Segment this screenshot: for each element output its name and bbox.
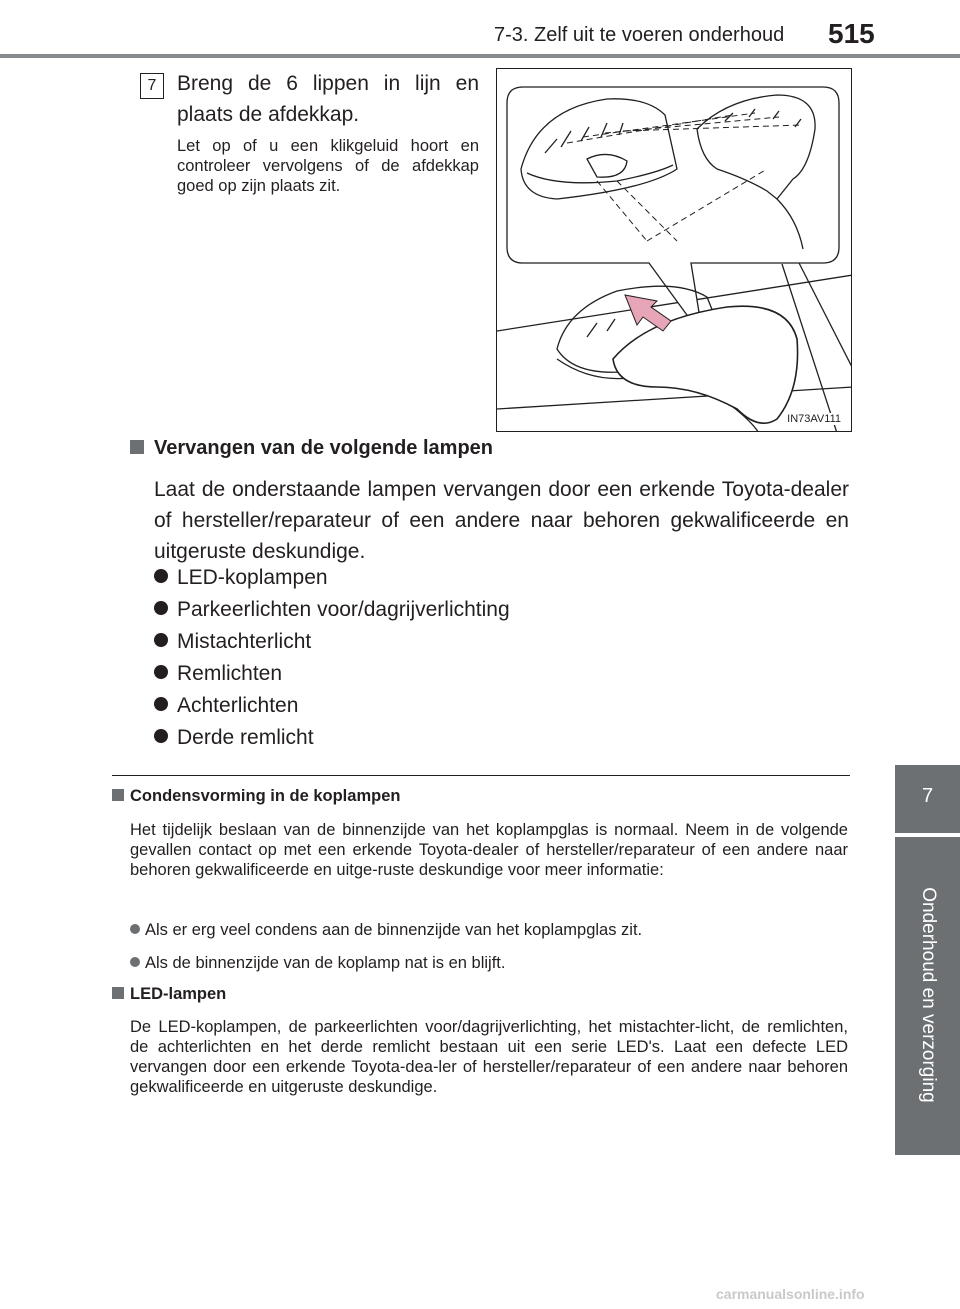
step-number-box: 7: [140, 73, 164, 99]
bullet-dot-icon: [154, 697, 168, 711]
condensation-heading: [112, 787, 400, 806]
condensation-bullet-text: Als de binnenzijde van de koplamp nat is en blijft.: [145, 954, 506, 972]
bullet-dot-icon: [154, 633, 168, 647]
lamp-list: [154, 566, 510, 758]
step-note: Let op of u een klikgeluid hoort en controleer vervolgens of de afdekkap goed op zijn plaats zit.: [177, 137, 479, 195]
list-item-text: Derde remlicht: [177, 726, 314, 749]
list-item-text: LED-koplampen: [177, 566, 328, 589]
figure-code: IN73AV111: [787, 413, 841, 425]
list-item: [154, 726, 510, 758]
list-item: [154, 630, 510, 662]
lamps-heading-text: Vervangen van de volgende lampen: [154, 437, 494, 459]
mirror-line-drawing: [497, 69, 852, 432]
step-instruction: Breng de 6 lippen in lijn en plaats de afdekkap.: [177, 72, 479, 126]
list-item: [154, 662, 510, 694]
section-divider: [112, 775, 850, 776]
chapter-title: Onderhoud en verzorging: [918, 887, 939, 1103]
bullet-dot-icon: [154, 729, 168, 743]
bullet-dot-icon: [154, 569, 168, 583]
led-body: De LED-koplampen, de parkeerlichten voor/dagrijverlichting, het mistachter-licht, de remlichten, de achterlichten en het derde remlicht bestaan uit een serie LED's. Laat een defecte LED vervangen door een erkende Toyota-dea-ler of hersteller/reparateur of een andere naar behoren gekwalificeerde en uitgeruste deskundige.: [130, 1018, 848, 1096]
led-heading: [112, 985, 226, 1004]
condensation-body: Het tijdelijk beslaan van de binnenzijde van het koplampglas is normaal. Neem in de volgende gevallen contact op met een erkende Toyota-dealer of hersteller/reparateur of een andere naar behoren gekwalificeerde en uitge-ruste deskundige voor meer informatie:: [130, 821, 848, 879]
square-bullet-icon: [112, 987, 124, 999]
list-item: [154, 694, 510, 726]
install-direction-arrow: [625, 295, 671, 331]
list-item-text: Achterlichten: [177, 694, 299, 717]
bullet-dot-icon: [154, 665, 168, 679]
chapter-number: 7: [921, 785, 934, 807]
list-item-text: Remlichten: [177, 662, 283, 685]
list-item: [154, 598, 510, 630]
watermark: carmanualsonline.info: [716, 1286, 865, 1302]
led-heading-text: LED-lampen: [130, 985, 227, 1003]
lamps-section-body: Laat de onderstaande lampen vervangen door een erkende Toyota-dealer of hersteller/reparateur of een andere naar behoren gekwalificeerde en uitgeruste deskundige.: [154, 478, 849, 563]
bullet-dot-icon: [130, 957, 140, 967]
list-item-text: Mistachterlicht: [177, 630, 312, 653]
square-bullet-icon: [130, 440, 144, 454]
square-bullet-icon: [112, 789, 124, 801]
condensation-bullet-text: Als er erg veel condens aan de binnenzijde van het koplampglas zit.: [145, 921, 643, 939]
page-number: 515: [828, 18, 875, 49]
header-rule: [0, 54, 960, 58]
bullet-dot-icon: [154, 601, 168, 615]
mirror-cover-illustration: [496, 68, 852, 432]
chapter-number-tab: [895, 765, 960, 833]
condensation-heading-text: Condensvorming in de koplampen: [130, 787, 401, 805]
list-item: [154, 566, 510, 598]
condensation-bullet: [130, 920, 642, 940]
bullet-dot-icon: [130, 924, 140, 934]
list-item-text: Parkeerlichten voor/dagrijverlichting: [177, 598, 510, 621]
condensation-bullet: [130, 953, 505, 973]
section-title: 7-3. Zelf uit te voeren onderhoud: [494, 24, 785, 46]
lamps-section-heading: [130, 437, 493, 460]
